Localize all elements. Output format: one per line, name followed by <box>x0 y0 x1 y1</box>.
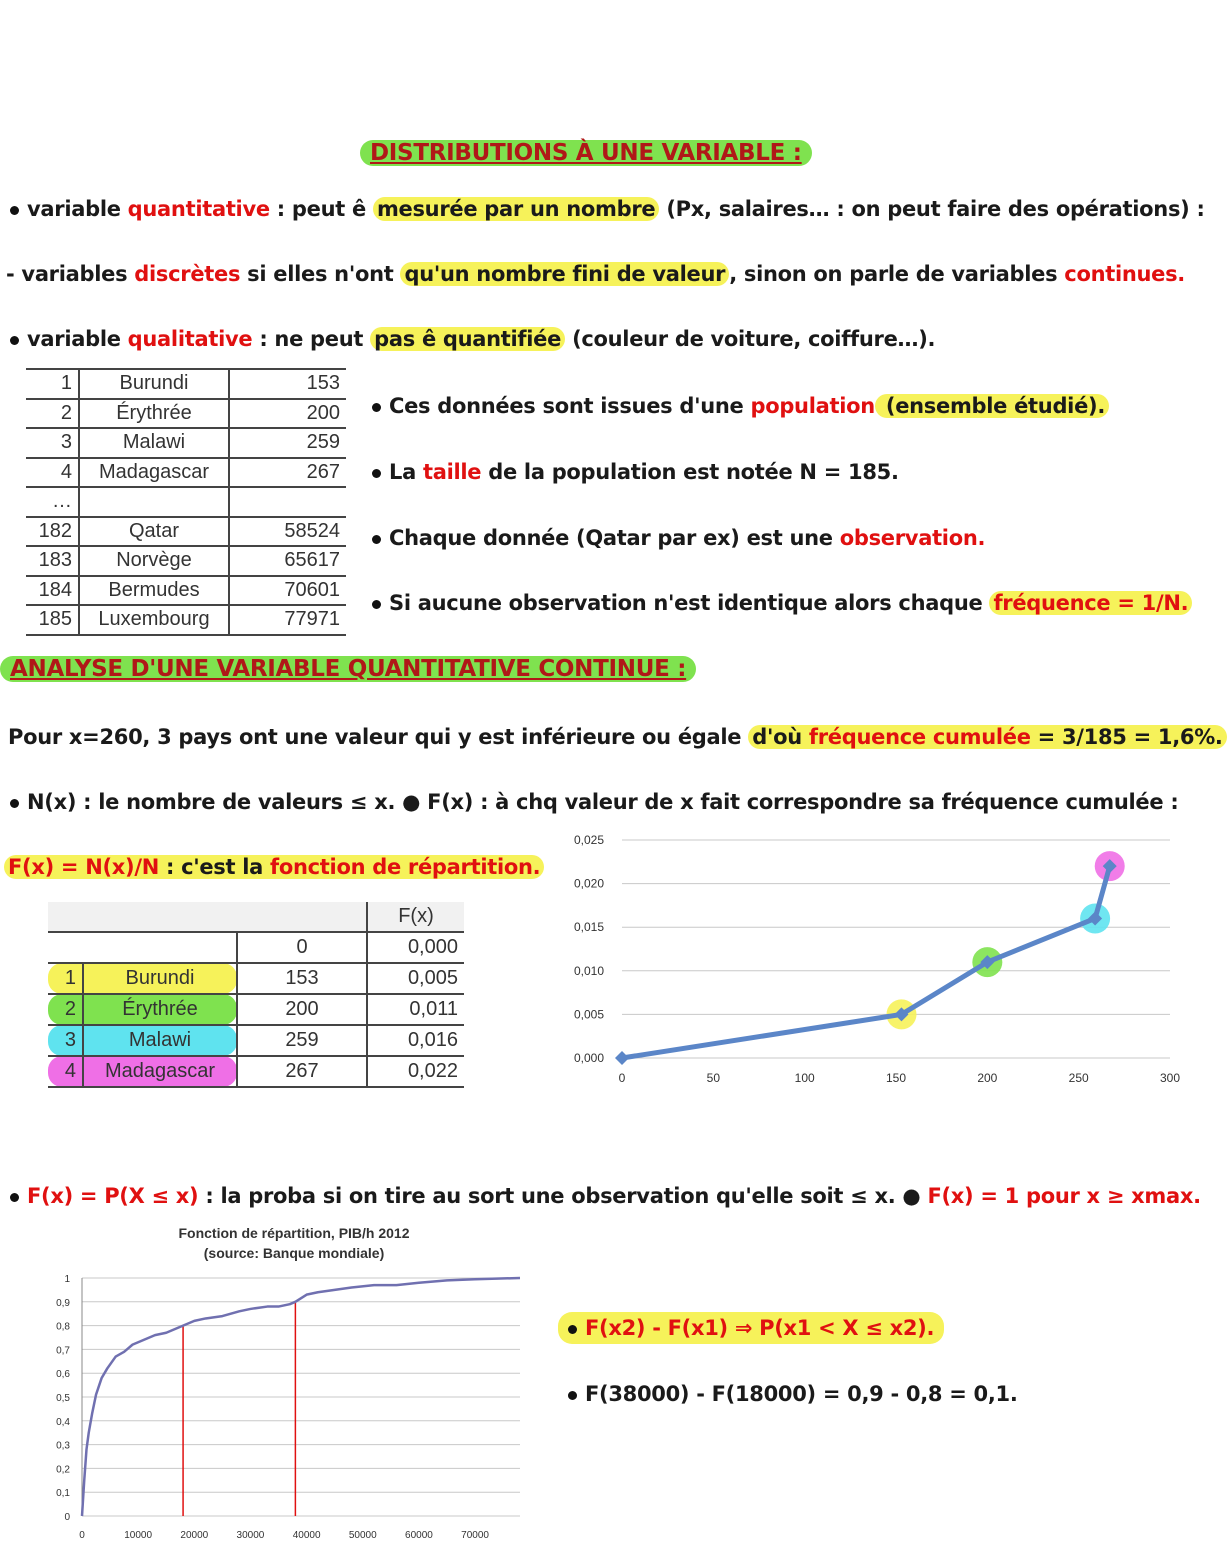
y-tick-label: 0,3 <box>56 1440 70 1452</box>
bullet-dot <box>372 469 381 478</box>
difference-bullet: F(x2) - F(x1) ⇒ P(x1 < X ≤ x2). <box>558 1316 944 1340</box>
x-tick-label: 30000 <box>236 1530 265 1541</box>
x-cell: 153 <box>237 963 367 994</box>
table-row <box>48 994 464 1025</box>
cumulative-frequency-chart <box>548 830 1188 1100</box>
rank-cell: 185 <box>26 605 79 635</box>
discrete-line: - variables discrètes si elles n'ont qu'un nombre fini de valeur , sinon on parle de variables continues. <box>6 262 1185 286</box>
y-tick-label: 1 <box>64 1274 70 1285</box>
y-tick-label: 0,8 <box>56 1321 70 1333</box>
y-tick-label: 0,025 <box>573 833 604 847</box>
bullet-frequency: Si aucune observation n'est identique alors chaque fréquence = 1/N. <box>372 591 1192 615</box>
value-cell: 77971 <box>229 605 346 635</box>
y-tick-label: 0,020 <box>573 876 604 891</box>
fx-column-header: F(x) <box>367 902 464 932</box>
x-tick-label: 300 <box>1159 1071 1181 1085</box>
y-tick-label: 0,000 <box>573 1051 604 1065</box>
y-tick-label: 0,9 <box>56 1297 70 1309</box>
qualitative-line: variable qualitative : ne peut pas ê quantifiée (couleur de voiture, coiffure…). <box>10 327 935 351</box>
table-row <box>48 1056 464 1087</box>
country-cell: Madagascar <box>79 458 229 488</box>
bullet-dot <box>372 600 381 609</box>
table-row <box>48 963 464 994</box>
value-cell: 70601 <box>229 576 346 606</box>
table-row <box>26 428 346 458</box>
fx-table-header-row <box>48 902 464 932</box>
y-tick-label: 0,2 <box>56 1464 70 1476</box>
table-row <box>48 1025 464 1056</box>
rank-cell: 3 <box>26 428 79 458</box>
chart-subtitle: (source: Banque mondiale) <box>203 1245 385 1261</box>
fx-cell: 0,005 <box>367 963 464 994</box>
country-cell: Norvège <box>79 546 229 576</box>
bullet-size: La taille de la population est notée N = 185. <box>372 460 899 484</box>
country-cell: Malawi <box>83 1025 237 1056</box>
fx-cell: 0,011 <box>367 994 464 1025</box>
value-cell <box>229 487 346 517</box>
x-tick-label: 100 <box>794 1071 815 1085</box>
bullet-dot <box>10 799 19 808</box>
country-cell: Érythrée <box>83 994 237 1025</box>
rank-cell <box>48 932 83 963</box>
country-cell: Burundi <box>79 369 229 399</box>
bullet-observation: Chaque donnée (Qatar par ex) est une observation. <box>372 526 985 550</box>
y-tick-label: 0,5 <box>56 1393 70 1404</box>
rank-cell: 184 <box>26 576 79 606</box>
country-cell: Madagascar <box>83 1056 237 1087</box>
y-tick-label: 0,7 <box>56 1345 70 1357</box>
x-tick-label: 50 <box>706 1071 721 1085</box>
fx-cell: 0,022 <box>367 1056 464 1087</box>
table-row <box>48 932 464 963</box>
country-cell: Burundi <box>83 963 237 994</box>
bullet-dot <box>568 1325 577 1334</box>
x-cell: 200 <box>237 994 367 1025</box>
rank-cell: … <box>26 487 79 517</box>
table-row <box>26 605 346 635</box>
example-bullet: F(38000) - F(18000) = 0,9 - 0,8 = 0,1. <box>568 1382 1018 1406</box>
table-row <box>26 517 346 547</box>
rank-cell: 3 <box>48 1025 83 1056</box>
bullet-population: Ces données sont issues d'une population (ensemble étudié). <box>372 394 1109 418</box>
x-tick-label: 70000 <box>461 1530 489 1541</box>
table-row <box>26 369 346 399</box>
section1-title: DISTRIBUTIONS À UNE VARIABLE : <box>360 140 812 166</box>
rank-cell: 2 <box>26 399 79 429</box>
x-tick-label: 250 <box>1068 1071 1089 1085</box>
x-tick-label: 0 <box>618 1071 626 1085</box>
y-tick-label: 0,015 <box>573 920 604 935</box>
x-tick-label: 0 <box>79 1530 85 1541</box>
country-cell: Luxembourg <box>79 605 229 635</box>
value-cell: 259 <box>229 428 346 458</box>
table-row <box>26 458 346 488</box>
value-cell: 65617 <box>229 546 346 576</box>
population-table <box>26 368 346 636</box>
gdp-distribution-chart <box>40 1216 530 1546</box>
y-tick-label: 0,1 <box>56 1488 70 1500</box>
bullet-dot <box>372 535 381 544</box>
rank-cell: 1 <box>48 963 83 994</box>
x-tick-label: 20000 <box>180 1530 209 1541</box>
rank-cell: 4 <box>48 1056 83 1087</box>
bullet-dot <box>10 206 19 215</box>
country-cell: Bermudes <box>79 576 229 606</box>
x-cell: 259 <box>237 1025 367 1056</box>
table-row <box>26 576 346 606</box>
x-cell: 267 <box>237 1056 367 1087</box>
data-point <box>615 1051 629 1065</box>
rank-cell: 2 <box>48 994 83 1025</box>
y-tick-label: 0,4 <box>56 1416 70 1428</box>
series-line <box>622 866 1110 1058</box>
y-tick-label: 0 <box>64 1512 70 1523</box>
rank-cell: 4 <box>26 458 79 488</box>
table-row <box>26 487 346 517</box>
value-cell: 200 <box>229 399 346 429</box>
cumulative-example-line: Pour x=260, 3 pays ont une valeur qui y est inférieure ou égale d'où fréquence cumulée = 3/185 = 1,6%. <box>8 725 1227 749</box>
country-cell: Érythrée <box>79 399 229 429</box>
country-cell <box>83 932 237 963</box>
table-row <box>26 399 346 429</box>
table-row <box>26 546 346 576</box>
country-cell: Qatar <box>79 517 229 547</box>
bullet-dot <box>10 336 19 345</box>
x-tick-label: 200 <box>977 1071 998 1085</box>
country-cell <box>79 487 229 517</box>
x-tick-label: 60000 <box>405 1530 433 1541</box>
rank-cell: 1 <box>26 369 79 399</box>
distribution-function-line: F(x) = N(x)/N : c'est la fonction de répartition. <box>4 855 544 879</box>
rank-cell: 183 <box>26 546 79 576</box>
bullet-dot <box>372 403 381 412</box>
fx-table <box>48 902 464 1088</box>
probability-line: F(x) = P(X ≤ x) : la proba si on tire au sort une observation qu'elle soit ≤ x. ● F(x) = 1 pour x ≥ xmax. <box>10 1184 1201 1208</box>
nx-fx-definition-line: N(x) : le nombre de valeurs ≤ x. ● F(x) : à chq valeur de x fait correspondre sa fréquence cumulée : <box>10 790 1178 814</box>
y-tick-label: 0,005 <box>573 1007 604 1022</box>
rank-cell: 182 <box>26 517 79 547</box>
y-tick-label: 0,6 <box>56 1369 70 1381</box>
x-tick-label: 10000 <box>124 1530 153 1541</box>
value-cell: 267 <box>229 458 346 488</box>
bullet-dot <box>568 1391 577 1400</box>
x-tick-label: 150 <box>885 1071 907 1085</box>
x-tick-label: 50000 <box>348 1530 377 1541</box>
value-cell: 58524 <box>229 517 346 547</box>
x-tick-label: 40000 <box>292 1530 321 1541</box>
section2-title: ANALYSE D'UNE VARIABLE QUANTITATIVE CONTINUE : <box>0 656 696 682</box>
x-cell: 0 <box>237 932 367 963</box>
fx-cell: 0,016 <box>367 1025 464 1056</box>
quantitative-line: variable quantitative : peut ê mesurée par un nombre (Px, salaires… : on peut faire des opérations) : <box>10 197 1205 221</box>
country-cell: Malawi <box>79 428 229 458</box>
value-cell: 153 <box>229 369 346 399</box>
bullet-dot <box>10 1193 19 1202</box>
chart-title: Fonction de répartition, PIB/h 2012 <box>178 1225 410 1241</box>
y-tick-label: 0,010 <box>573 963 604 978</box>
fx-cell: 0,000 <box>367 932 464 963</box>
